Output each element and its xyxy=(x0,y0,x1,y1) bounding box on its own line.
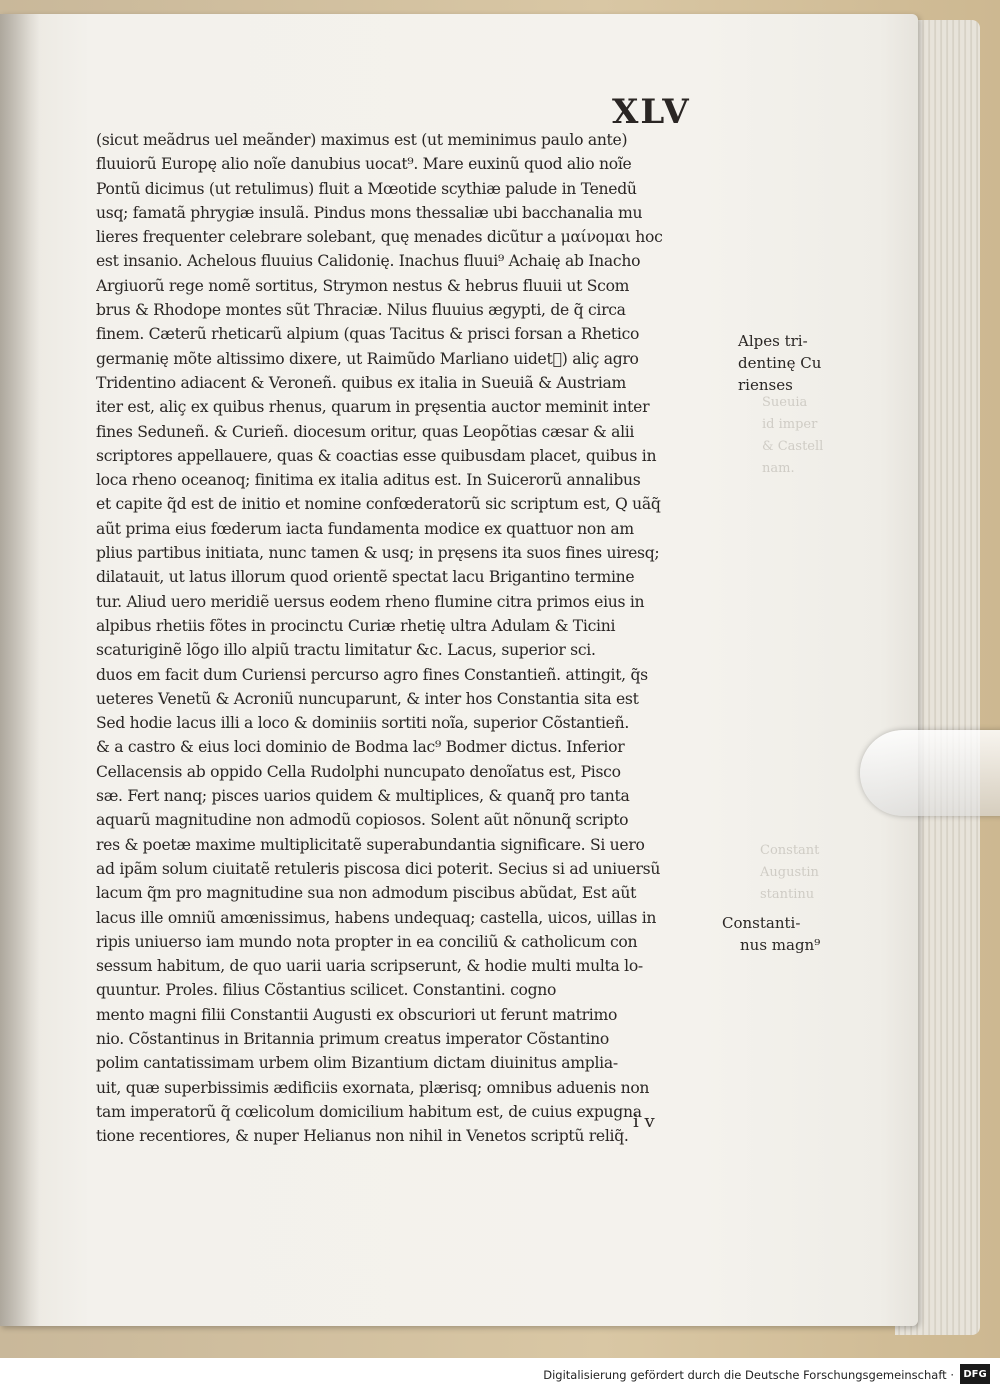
text-line: res & poetæ maxime multiplicitatẽ superabundantia significare. Si uero xyxy=(96,835,645,854)
bleed-through-line: stantinu xyxy=(760,887,815,902)
text-line: dilatauit, ut latus illorum quod orientẽ spectat lacu Brigantino termine xyxy=(96,568,635,587)
margin-note-line: nus magn⁹ xyxy=(740,936,821,954)
bleed-through-line: Sueuia xyxy=(762,395,808,410)
page-clip xyxy=(860,730,1000,816)
margin-note-alpes xyxy=(738,330,821,396)
text-line: Tridentino adiacent & Veroneñ. quibus ex italia in Sueuiã & Austriam xyxy=(96,373,627,392)
dfg-logo-text: DFG xyxy=(963,1368,987,1380)
text-line: fines Seduneñ. & Curieñ. diocesum oritur, quas Leopõtias cæsar & alii xyxy=(96,422,635,441)
text-line: Argiuorũ rege nomẽ sortitus, Strymon nestus & hebrus fluuii ut Scom xyxy=(96,276,630,295)
footer-credit: Digitalisierung gefördert durch die Deutsche Forschungsgemeinschaft · xyxy=(543,1368,954,1382)
text-line: quuntur. Proles. filius Cõstantius scilicet. Constantini. cogno xyxy=(96,981,557,1000)
text-line: germanię mõte altissimo dixere, ut Raimũdo Marliano uidetᷓ) aliç agro xyxy=(96,349,639,368)
text-line: est insanio. Achelous fluuius Calidonię. Inachus fluui⁹ Achaię ab Inacho xyxy=(96,252,641,271)
text-line: usq; famatã phrygiæ insulã. Pindus mons thessaliæ ubi bacchanalia mu xyxy=(96,203,643,222)
text-line: polim cantatissimam urbem olim Bizantium dictam diuinitus amplia- xyxy=(96,1054,618,1073)
text-line: plius partibus initiata, nunc tamen & usq; in pręsens ita suos fines uiresq; xyxy=(96,544,660,563)
text-line: finem. Cæterũ rheticarũ alpium (quas Tacitus & prisci forsan a Rhetico xyxy=(96,325,640,344)
text-line: iter est, aliç ex quibus rhenus, quarum in pręsentia auctor meminit inter xyxy=(96,398,650,417)
bleed-through-line: Constant xyxy=(760,843,820,858)
margin-note-line: rienses xyxy=(738,376,793,394)
text-line: Sed hodie lacus illi a loco & dominiis sortiti noĩa, superior Cõstantieñ. xyxy=(96,714,629,733)
text-line: tione recentiores, & nuper Helianus non nihil in Venetos scriptũ reliq̃. xyxy=(96,1127,629,1146)
text-line: lacus ille omniũ amœnissimus, habens undequaq; castella, uicos, uillas in xyxy=(96,908,657,927)
text-line: ueteres Venetũ & Acroniũ nuncuparunt, & inter hos Constantia sita est xyxy=(96,689,639,708)
page-folio: XLV xyxy=(612,92,691,132)
text-line: alpibus rhetiis fõtes in procinctu Curiæ rhetię ultra Adulam & Ticini xyxy=(96,616,616,635)
bleed-through-text-lower xyxy=(760,840,819,906)
footer-bar xyxy=(0,1358,1000,1392)
margin-note-line: Constanti- xyxy=(722,914,801,932)
text-line: sessum habitum, de quo uarii uaria scripserunt, & hodie multi multa lo- xyxy=(96,957,643,976)
text-line: lacum q̃m pro magnitudine sua non admodum piscibus abũdat, Est aũt xyxy=(96,884,637,903)
text-line: brus & Rhodope montes sũt Thraciæ. Nilus fluuius ægypti, de q̃ circa xyxy=(96,301,626,320)
text-line: et capite q̃d est de initio et nomine confœderatorũ sic scriptum est, Q uãq̃ xyxy=(96,495,661,514)
dfg-logo-icon xyxy=(960,1364,990,1384)
text-line: nio. Cõstantinus in Britannia primum creatus imperator Cõstantino xyxy=(96,1029,609,1048)
main-text-block xyxy=(96,128,736,1148)
text-line: duos em facit dum Curiensi percurso agro fines Constantieñ. attingit, q̃s xyxy=(96,665,648,684)
text-line: aquarũ magnitudine non admodũ copiosos. Solent aũt nõnunq̃ scripto xyxy=(96,811,629,830)
text-line: tur. Aliud uero meridiẽ uersus eodem rheno flumine citra primos eius in xyxy=(96,592,645,611)
text-line: aũt prima eius fœderum iacta fundamenta modice ex quattuor non am xyxy=(96,519,634,538)
bleed-through-line: id imper xyxy=(762,417,818,432)
bleed-through-line: nam. xyxy=(762,461,795,476)
text-line: (sicut meãdrus uel meãnder) maximus est (ut meminimus paulo ante) xyxy=(96,131,628,149)
margin-note-line: Alpes tri- xyxy=(738,332,808,350)
margin-note-line: dentinę Cu xyxy=(738,354,822,372)
text-line: Cellacensis ab oppido Cella Rudolphi nuncupato denoĩatus est, Pisco xyxy=(96,762,621,781)
text-line: fluuiorũ Europę alio noĩe danubius uocat⁹. Mare euxinũ quod alio noĩe xyxy=(96,155,632,174)
text-line: Pontũ dicimus (ut retulimus) fluit a Mœotide scythiæ palude in Tenedũ xyxy=(96,179,637,198)
gutter-shadow xyxy=(0,14,40,1326)
bleed-through-line: & Castell xyxy=(762,439,824,454)
text-line: ripis uniuerso iam mundo nota propter in ea conciliũ & catholicum con xyxy=(96,932,638,951)
text-line: mento magni filii Constantii Augusti ex obscuriori ut ferunt matrimo xyxy=(96,1005,618,1024)
text-line: ad ipãm solum ciuitatẽ retuleris piscosa dici poterit. Secius si ad uniuersũ xyxy=(96,859,661,878)
bleed-through-text xyxy=(762,392,823,480)
text-line: loca rheno oceanoq; finitima ex italia aditus est. In Suicerorũ annalibus xyxy=(96,471,641,490)
text-line: lieres frequenter celebrare solebant, quę menades dicũtur a μαίνομαι hoc xyxy=(96,228,663,247)
bleed-through-line: Augustin xyxy=(760,865,819,880)
text-line: scriptores appellauere, quas & coactias esse quibusdam placet, quibus in xyxy=(96,446,657,465)
text-line: tam imperatorũ q̃ cœlicolum domicilium habitum est, de cuius expugna xyxy=(96,1102,642,1121)
text-line: sæ. Fert nanq; pisces uarios quidem & multiplices, & quanq̃ pro tanta xyxy=(96,787,630,806)
text-line: & a castro & eius loci dominio de Bodma lac⁹ Bodmer dictus. Inferior xyxy=(96,738,625,757)
text-line: uit, quæ superbissimis ædificiis exornata, plærisq; omnibus aduenis non xyxy=(96,1078,650,1097)
margin-note-constantinus xyxy=(722,912,820,956)
quire-signature: i v xyxy=(633,1111,655,1132)
text-line: scaturiginẽ lõgo illo alpiũ tractu limitatur &c. Lacus, superior sci. xyxy=(96,641,596,660)
